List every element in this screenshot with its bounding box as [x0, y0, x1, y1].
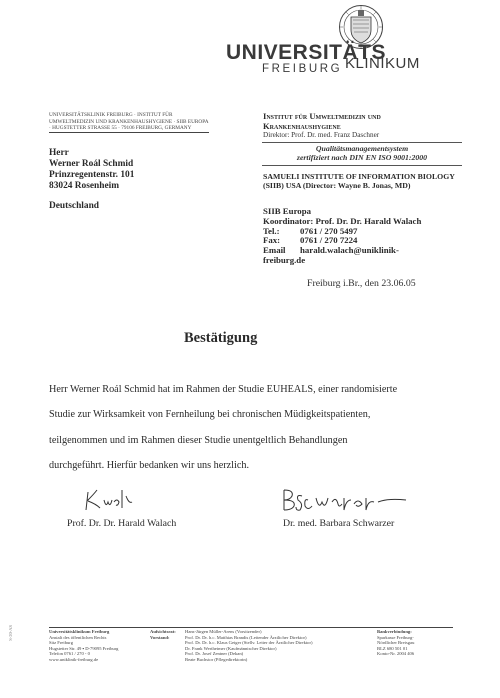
letter-title: Bestätigung [184, 330, 258, 346]
recipient-salutation: Herr [49, 148, 69, 158]
institute-divider-bottom [262, 165, 462, 166]
body-line: durchgeführt. Hierfür bedanken wir uns herzlich. [49, 459, 249, 471]
recipient-country: Deutschland [49, 201, 100, 211]
recipient-city: 83024 Rosenheim [49, 181, 120, 191]
logo-universitats: UNIVERSITÄTS [226, 41, 387, 64]
signature-walach [82, 484, 162, 514]
institute-name-line2: Krankenhaushygiene [263, 121, 341, 131]
margin-form-code: S-20-AS [8, 625, 13, 641]
footer-clinic-info: Universitätsklinikum Freiburg Anstalt des öffentlichen Rechts Sitz Freiburg Hugstetter Str. 49 ▪ D-79095 Freiburg Telefon 0761 / 270 - 0 www.uniklinik-freiburg.de [49, 629, 119, 662]
logo-klinikum: KLINIKUM [345, 55, 420, 72]
siib-title: SIIB Europa [263, 206, 312, 216]
sender-address-line: UNIVERSITÄTSKLINIK FREIBURG · INSTITUT FÜR UMWELTMEDIZIN UND KRANKENHAUSHYGIENE · SIIB EUROPA · HUGSTETTER STRASSE 55 · 79106 FREIBURG, GERMANY [49, 112, 209, 132]
recipient-address [49, 148, 134, 192]
body-line: Studie zur Wirksamkeit von Fernheilung bei chronischen Müdigkeitspatienten, [49, 409, 371, 421]
siib-fax: Fax: 0761 / 270 7224 [263, 235, 358, 246]
siib-contact [263, 207, 463, 266]
footer-bank-info: Bankverbindung: Sparkasse Freiburg- Nördlicher Breisgau BLZ 680 501 01 Konto-Nr. 2004 406 [377, 629, 415, 657]
body-line: teilgenommen und im Rahmen dieser Studie unentgeltlich Behandlungen [49, 434, 348, 446]
samueli-institute [263, 172, 463, 191]
footer-board-members: Hans-Jürgen Müller-Arens (Vorsitzender) Prof. Dr. Dr. h.c. Matthias Brandis (Leitender Ärztlicher Direktor) Prof. Dr. Dr. h.c. Klaus Geiger (Stellv. Leiter der Ärztlicher Direktor) Dr. Frank Wertheimer (Kaufmännischer Direktor) Prof. Dr. Josef Zentner (Dekan) Beate Buchstor (Pflegedirektorin) [185, 629, 313, 662]
footer-board-labels: Aufsichtsrat: Vorstand: [150, 629, 176, 640]
institute-name-line1: Institut für Umweltmedizin und [263, 111, 381, 121]
logo-freiburg: FREIBURG [262, 63, 343, 75]
footer-divider [49, 627, 453, 628]
email-value[interactable]: harald.walach@uniklinik- [300, 245, 399, 256]
siib-tel: Tel.: 0761 / 270 5497 [263, 225, 358, 236]
body-line: Herr Werner Roál Schmid hat im Rahmen der Studie EUHEALS, einer randomisierte [49, 384, 398, 395]
signer-right-name: Dr. med. Barbara Schwarzer [283, 518, 395, 529]
sender-divider [49, 132, 209, 133]
qm-line2: zertifiziert nach DIN EN ISO 9001:2000 [296, 153, 428, 162]
tel-value: 0761 / 270 5497 [300, 225, 358, 236]
recipient-name: Werner Roál Schmid [49, 159, 134, 169]
signer-left-name: Prof. Dr. Dr. Harald Walach [67, 518, 177, 529]
samueli-line1: SAMUELI INSTITUTE OF INFORMATION BIOLOGY [263, 172, 455, 181]
institute-director: Direktor: Prof. Dr. med. Franz Daschner [263, 131, 380, 139]
siib-email: Email harald.walach@uniklinik- [263, 245, 399, 256]
siib-coordinator: Koordinator: Prof. Dr. Dr. Harald Walach [263, 215, 422, 226]
email-value-cont[interactable]: freiburg.de [263, 254, 306, 265]
samueli-line2: (SIIB) USA (Director: Wayne B. Jonas, MD) [263, 181, 411, 191]
fax-value: 0761 / 270 7224 [300, 235, 358, 246]
recipient-street: Prinzregentenstr. 101 [49, 170, 135, 180]
letter-date: Freiburg i.Br., den 23.06.05 [307, 278, 416, 289]
institute-divider-top [262, 142, 462, 143]
letter-body [49, 377, 469, 478]
qm-line1: Qualitätsmanagementsystem [315, 144, 409, 153]
institute-name [263, 111, 463, 131]
quality-management-note [262, 144, 462, 162]
signature-schwarzer [278, 484, 418, 514]
